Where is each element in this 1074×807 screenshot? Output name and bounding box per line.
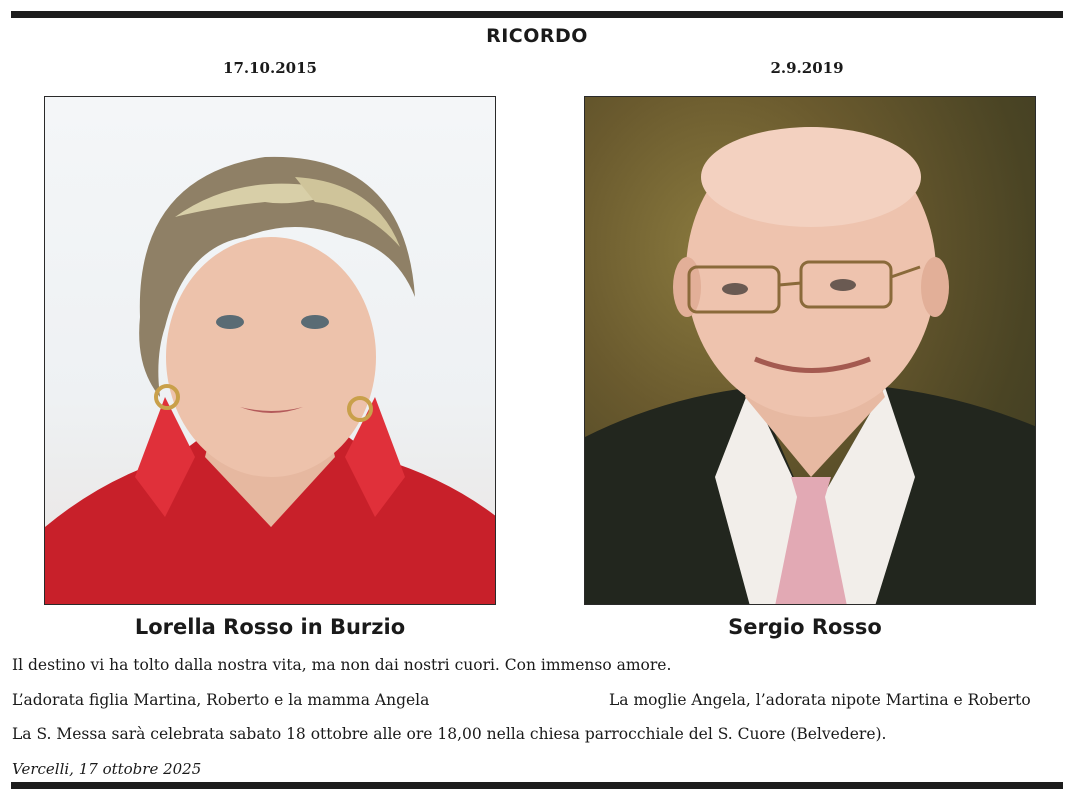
bottom-rule — [11, 782, 1063, 789]
memorial-message: Il destino vi ha tolto dalla nostra vita, ma non dai nostri cuori. Con immenso amore. — [12, 656, 672, 674]
date-left: 17.10.2015 — [223, 59, 317, 77]
portrait-woman-icon — [45, 97, 496, 605]
portrait-woman — [44, 96, 496, 605]
mass-notice: La S. Messa sarà celebrata sabato 18 ottobre alle ore 18,00 nella chiesa parrocchiale del S. Cuore (Belvedere). — [12, 725, 887, 743]
portrait-man-icon — [585, 97, 1036, 605]
place-date: Vercelli, 17 ottobre 2025 — [12, 760, 202, 778]
deceased-name-left: Lorella Rosso in Burzio — [134, 615, 406, 639]
deceased-name-right: Sergio Rosso — [728, 615, 882, 639]
page-title: RICORDO — [486, 25, 588, 47]
family-signature-left: L’adorata figlia Martina, Roberto e la mamma Angela — [12, 691, 430, 709]
top-rule — [11, 11, 1063, 18]
date-right: 2.9.2019 — [770, 59, 844, 77]
family-signature-right: La moglie Angela, l’adorata nipote Martina e Roberto — [609, 691, 1031, 709]
portrait-man — [584, 96, 1036, 605]
